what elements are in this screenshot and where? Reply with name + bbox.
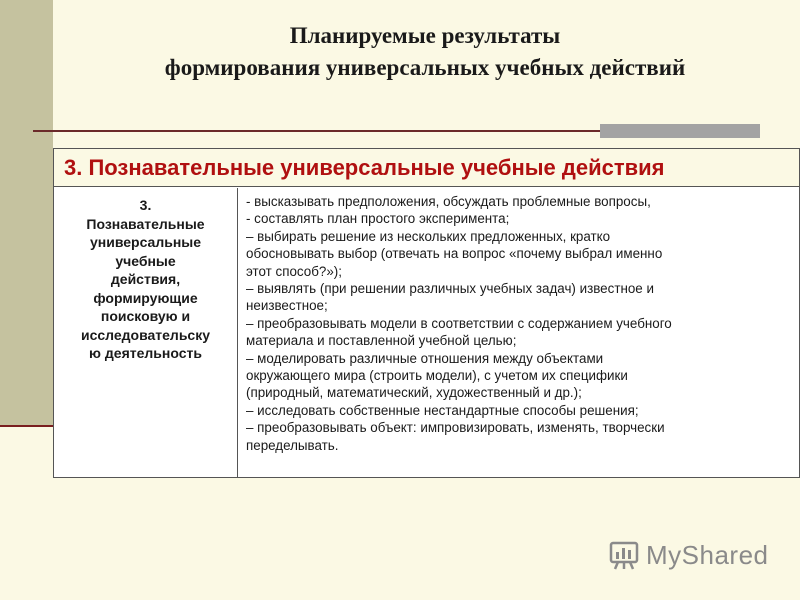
myshared-watermark[interactable] (608, 538, 769, 572)
left-cell-line: ю деятельность (89, 345, 202, 361)
left-cell-line: действия, (110, 271, 181, 287)
slide-title-line-1: Планируемые результаты (289, 23, 561, 48)
skill-line: обосновывать выбор (отвечать на вопрос «почему выбрал именно (246, 246, 663, 262)
skill-line: окружающего мира (строить модели), с учетом их специфики (246, 368, 628, 384)
skill-line: – преобразовывать объект: импровизировать, изменять, творчески (246, 420, 665, 436)
skill-line: - составлять план простого эксперимента; (246, 211, 510, 227)
skill-line: – исследовать собственные нестандартные способы решения; (246, 402, 639, 418)
myshared-logo-icon (608, 539, 640, 571)
table-header: 3. Познавательные универсальные учебные действия (54, 149, 799, 187)
left-band-bottom-line (0, 425, 53, 427)
left-cell-category (54, 188, 238, 477)
left-cell-line: поисковую и (100, 308, 191, 324)
skill-line: – моделировать различные отношения между объектами (246, 350, 604, 366)
slide-title-line-2: формирования универсальных учебных действий (164, 55, 686, 80)
left-cell-line: Познавательные (86, 215, 205, 232)
right-cell-skills-list (239, 188, 799, 477)
left-cell-line: формирующие (93, 289, 198, 306)
skill-line: – преобразовывать модели в соответствии с содержанием учебного (246, 315, 672, 331)
skill-line: (природный, математический, художественный и др.); (246, 385, 582, 401)
skill-line: – выявлять (при решении различных учебных задач) известное и (246, 281, 654, 297)
slide-title (60, 20, 790, 84)
left-cell-line: исследовательску (80, 326, 211, 343)
left-cell-line: универсальные (89, 234, 202, 250)
skill-line: этот способ?»); (246, 263, 342, 279)
skill-line: неизвестное; (246, 298, 328, 314)
left-decorative-band (0, 0, 53, 427)
left-cell-line: учебные (115, 252, 176, 269)
watermark-text: MyShared (646, 539, 769, 570)
skill-line: - высказывать предположения, обсуждать проблемные вопросы, (246, 194, 651, 209)
skill-line: переделывать. (246, 437, 339, 453)
skill-line: материала и поставленной учебной целью; (246, 333, 517, 349)
title-divider (33, 130, 603, 132)
left-cell-line: 3. (139, 197, 152, 213)
skill-line: – выбирать решение из нескольких предложенных, кратко (246, 228, 611, 244)
decorative-gray-block (600, 124, 760, 138)
results-table (53, 148, 800, 478)
